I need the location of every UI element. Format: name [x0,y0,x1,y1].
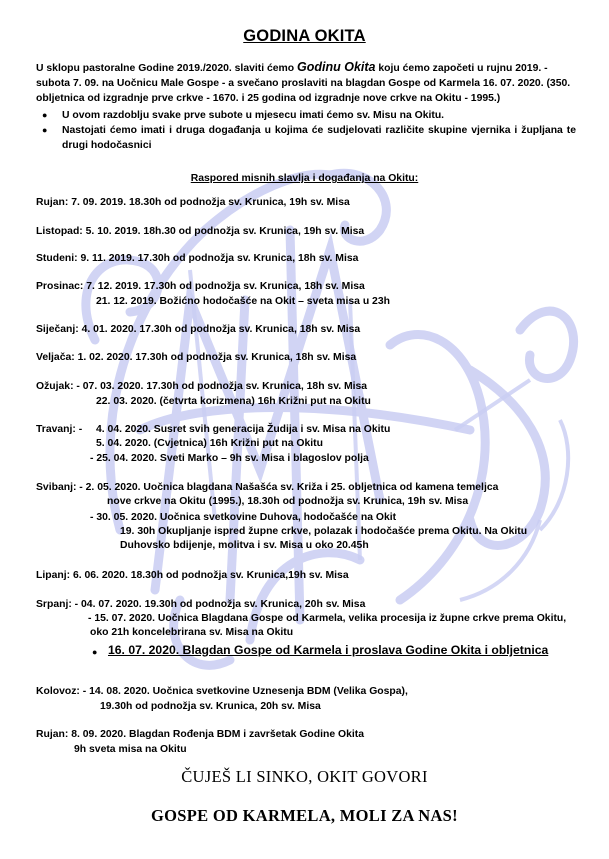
intro-paragraph [36,60,576,107]
bullet-icon: ● [92,647,98,657]
schedule-line: 19.30h od podnožja sv. Krunica, 20h sv. Misa [100,701,321,712]
schedule-line: Prosinac: 7. 12. 2019. 17.30h od podnožja sv. Krunica, 18h sv. Misa [36,281,365,292]
schedule-line: 9h sveta misa na Okitu [74,744,187,755]
schedule-line: - 15. 07. 2020. Uočnica Blagdana Gospe od Karmela, velika procesija iz župne crkve prema Okitu, [88,613,567,624]
bullet-list [36,108,576,154]
schedule-line: 21. 12. 2019. Božićno hodočašće na Okit – sveta misa u 23h [96,296,390,307]
schedule-line: Studeni: 9. 11. 2019. 17.30h od podnožja sv. Krunica, 18h sv. Misa [36,253,359,264]
bullet-item: ● U ovom razdoblju svake prve subote u mjesecu imati ćemo sv. Misu na Okitu. [36,108,576,123]
schedule-line: Srpanj: - 04. 07. 2020. 19.30h od podnožja sv. Krunica, 20h sv. Misa [36,599,366,610]
schedule-line: 5. 04. 2020. (Cvjetnica) 16h Križni put na Okitu [96,438,323,449]
intro-italic-okita: Godinu Okita [297,60,376,74]
page-title: GODINA OKITA [243,27,366,45]
schedule-line: - 25. 04. 2020. Sveti Marko – 9h sv. Misa i blagoslov polja [90,453,369,464]
schedule-line: Svibanj: - 2. 05. 2020. Uočnica blagdana Našašća sv. Križa i 25. obljetnica od kamena temeljca [36,482,499,493]
schedule-line: 4. 04. 2020. Susret svih generacija Žudija i sv. Misa na Okitu [96,424,391,435]
schedule-line: Duhovsko bdijenje, molitva i sv. Misa u oko 20.45h [120,540,369,551]
schedule-line: 22. 03. 2020. (četvrta korizmena) 16h Križni put na Okitu [96,396,371,407]
schedule-heading: Raspored misnih slavlja i događanja na Okitu: [190,173,419,184]
schedule-line: - 30. 05. 2020. Uočnica svetkovine Duhova, hodočašće na Okit [90,512,397,523]
schedule-line: Ožujak: - 07. 03. 2020. 17.30h od podnožja sv. Krunica, 18h sv. Misa [36,381,368,392]
schedule-line: Lipanj: 6. 06. 2020. 18.30h od podnožja sv. Krunica,19h sv. Misa [36,570,349,581]
schedule-line: 19. 30h Okupljanje ispred župne crkve, polazak i hodočašće prema Okitu. Na Okitu [120,526,528,537]
schedule-line: Listopad: 5. 10. 2019. 18h.30 od podnožja sv. Krunica, 19h sv. Misa [36,226,365,237]
bullet-item: ● Nastojati ćemo imati i druga događanja u kojima će sudjelovati različite skupine vjernika i župljana te drugi hodočasnici [36,123,576,153]
schedule-line: Siječanj: 4. 01. 2020. 17.30h od podnožja sv. Krunica, 18h sv. Misa [36,324,361,335]
schedule-line: Veljača: 1. 02. 2020. 17.30h od podnožja sv. Krunica, 18h sv. Misa [36,352,357,363]
schedule-line: Rujan: 8. 09. 2020. Blagdan Rođenja BDM i završetak Godine Okita [36,729,364,740]
footer-line-1: ČUJEŠ LI SINKO, OKIT GOVORI [181,767,428,786]
feast-highlight-line: 16. 07. 2020. Blagdan Gospe od Karmela i proslava Godine Okita i obljetnica [108,643,549,657]
schedule-line: oko 21h koncelebrirana sv. Misa na Okitu [90,627,294,638]
footer-line-2: GOSPE OD KARMELA, MOLI ZA NAS! [151,806,458,825]
schedule-line: nove crkve na Okitu (1995.), 18.30h od podnožja sv. Krunica, 19h sv. Misa [107,496,469,507]
schedule-line: Kolovoz: - 14. 08. 2020. Uočnica svetkovine Uznesenja BDM (Velika Gospa), [36,686,408,697]
schedule-line: Travanj: - [36,424,83,435]
intro-text-1: U sklopu pastoralne Godine 2019./2020. slaviti ćemo [36,63,298,74]
schedule-line: Rujan: 7. 09. 2019. 18.30h od podnožja sv. Krunica, 19h sv. Misa [36,197,350,208]
intro-text-2: koju ćemo započeti u rujnu 2019. - subota 7. 09. na Uočnicu Male Gospe - a svečano proslaviti na blagdan Gospe od Karmela 16. 07. 2020. (350. obljetnica od izgradnje prve crkve - 1670. i 25 godina od izgradnje nove crkve na Okitu - 1995.) [36,63,571,105]
